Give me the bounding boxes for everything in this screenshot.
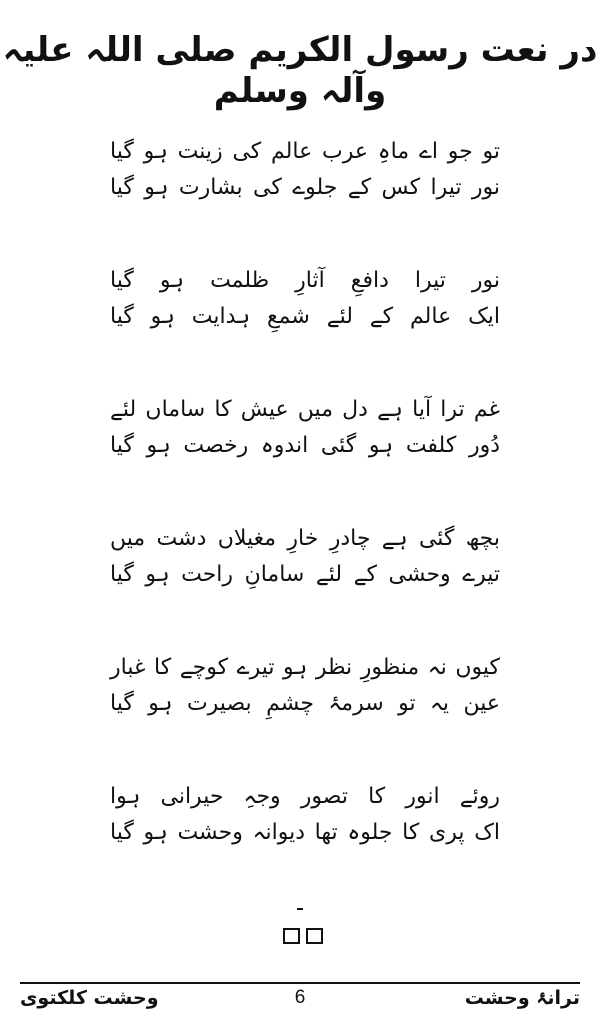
footer-rule [20,982,580,984]
verse-line: نور تیرا دافعِ آثارِ ظلمت ہو گیا [110,268,500,293]
verse-line: عین یہ تو سرمۂ چشمِ بصیرت ہو گیا [110,691,500,716]
stanza-6 [110,779,500,851]
stanza-4 [110,521,500,593]
end-ornament-icon [283,928,323,944]
verse-line: اک پری کا جلوہ تھا دیوانہ وحشت ہو گیا [110,820,500,845]
verse-line: نور تیرا کس کے جلوے کی بشارت ہو گیا [110,175,500,200]
poem [110,134,500,851]
page-title: در نعت رسول الکریم صلی اللہ علیہ وآلہ وسلم [2,30,598,111]
book-title: ترانۂ وحشت [464,987,580,1009]
stanza-2 [110,263,500,335]
stanza-5 [110,650,500,722]
author-name: وحشت کلکتوی [20,987,159,1009]
verse-line: بچھ گئی ہے چادرِ خارِ مغیلاں دشت میں [110,526,500,551]
verse-line: غم ترا آیا ہے دل میں عیش کا ساماں لئے [110,397,500,422]
separator-dash [297,908,303,910]
ornament-square-icon [306,928,323,944]
verse-line: روئے انور کا تصور وجہِ حیرانی ہوا [110,784,500,809]
ornament-square-icon [283,928,300,944]
stanza-1 [110,134,500,206]
page-footer [20,987,580,1017]
verse-line: تیرے وحشی کے لئے سامانِ راحت ہو گیا [110,562,500,587]
page-number: 6 [294,987,306,1008]
verse-line: تو جو اے ماہِ عرب عالم کی زینت ہو گیا [110,139,500,164]
stanza-3 [110,392,500,464]
verse-line: ایک عالم کے لئے شمعِ ہدایت ہو گیا [110,304,500,329]
verse-line: دُور کلفت ہو گئی اندوہ رخصت ہو گیا [110,433,500,458]
verse-line: کیوں نہ منظورِ نظر ہو تیرے کوچے کا غبار [110,655,500,680]
